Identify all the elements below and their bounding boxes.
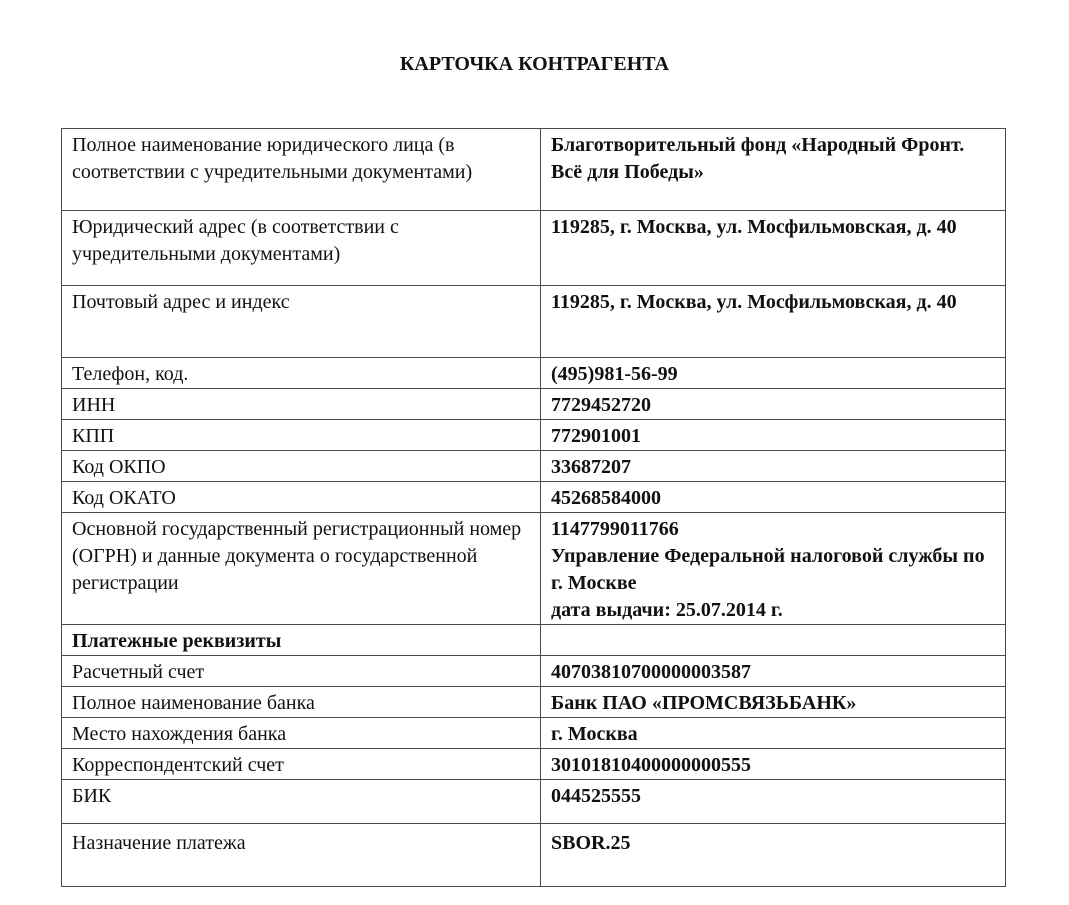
row-label: ИНН — [62, 389, 541, 420]
counterparty-card-table — [61, 128, 1006, 887]
row-value: 30101810400000000555 — [541, 749, 1006, 780]
row-label: Полное наименование банка — [62, 687, 541, 718]
row-value: (495)981-56-99 — [541, 358, 1006, 389]
section-heading-payment: Платежные реквизиты — [62, 625, 541, 656]
table-row — [62, 780, 1006, 824]
row-value: 772901001 — [541, 420, 1006, 451]
row-value: 119285, г. Москва, ул. Мосфильмовская, д. 40 — [541, 211, 1006, 286]
row-value: 40703810700000003587 — [541, 656, 1006, 687]
row-label: Расчетный счет — [62, 656, 541, 687]
table-row — [62, 211, 1006, 286]
table-row — [62, 420, 1006, 451]
row-value-empty — [541, 625, 1006, 656]
row-label: БИК — [62, 780, 541, 824]
row-label: Код ОКАТО — [62, 482, 541, 513]
table-row — [62, 513, 1006, 625]
ogrn-number: 1147799011766 — [551, 518, 679, 540]
table-row — [62, 451, 1006, 482]
row-value: г. Москва — [541, 718, 1006, 749]
table-row — [62, 749, 1006, 780]
row-value: Благотворительный фонд «Народный Фронт. Всё для Победы» — [541, 129, 1006, 211]
row-label: КПП — [62, 420, 541, 451]
row-label: Телефон, код. — [62, 358, 541, 389]
row-label: Код ОКПО — [62, 451, 541, 482]
row-label: Назначение платежа — [62, 824, 541, 887]
table-row — [62, 482, 1006, 513]
table-row — [62, 286, 1006, 358]
row-value: 45268584000 — [541, 482, 1006, 513]
row-value — [541, 513, 1006, 625]
document-title: КАРТОЧКА КОНТРАГЕНТА — [399, 53, 670, 75]
row-label: Почтовый адрес и индекс — [62, 286, 541, 358]
table-row — [62, 718, 1006, 749]
table-row — [62, 656, 1006, 687]
table-row — [62, 687, 1006, 718]
row-label: Корреспондентский счет — [62, 749, 541, 780]
row-label: Основной государственный регистрационный номер (ОГРН) и данные документа о государственной регистрации — [62, 513, 541, 625]
row-value: Банк ПАО «ПРОМСВЯЗЬБАНК» — [541, 687, 1006, 718]
row-value: SBOR.25 — [541, 824, 1006, 887]
row-label: Полное наименование юридического лица (в соответствии с учредительными документами) — [62, 129, 541, 211]
table-row — [62, 824, 1006, 887]
row-label: Место нахождения банка — [62, 718, 541, 749]
row-value: 119285, г. Москва, ул. Мосфильмовская, д. 40 — [541, 286, 1006, 358]
row-value: 7729452720 — [541, 389, 1006, 420]
row-value: 33687207 — [541, 451, 1006, 482]
row-label: Юридический адрес (в соответствии с учредительными документами) — [62, 211, 541, 286]
row-value: 044525555 — [541, 780, 1006, 824]
table-row — [62, 625, 1006, 656]
registration-authority: Управление Федеральной налоговой службы по г. Москве — [551, 545, 985, 594]
table-row — [62, 389, 1006, 420]
table-row — [62, 358, 1006, 389]
registration-date: дата выдачи: 25.07.2014 г. — [551, 599, 783, 621]
table-row — [62, 129, 1006, 211]
